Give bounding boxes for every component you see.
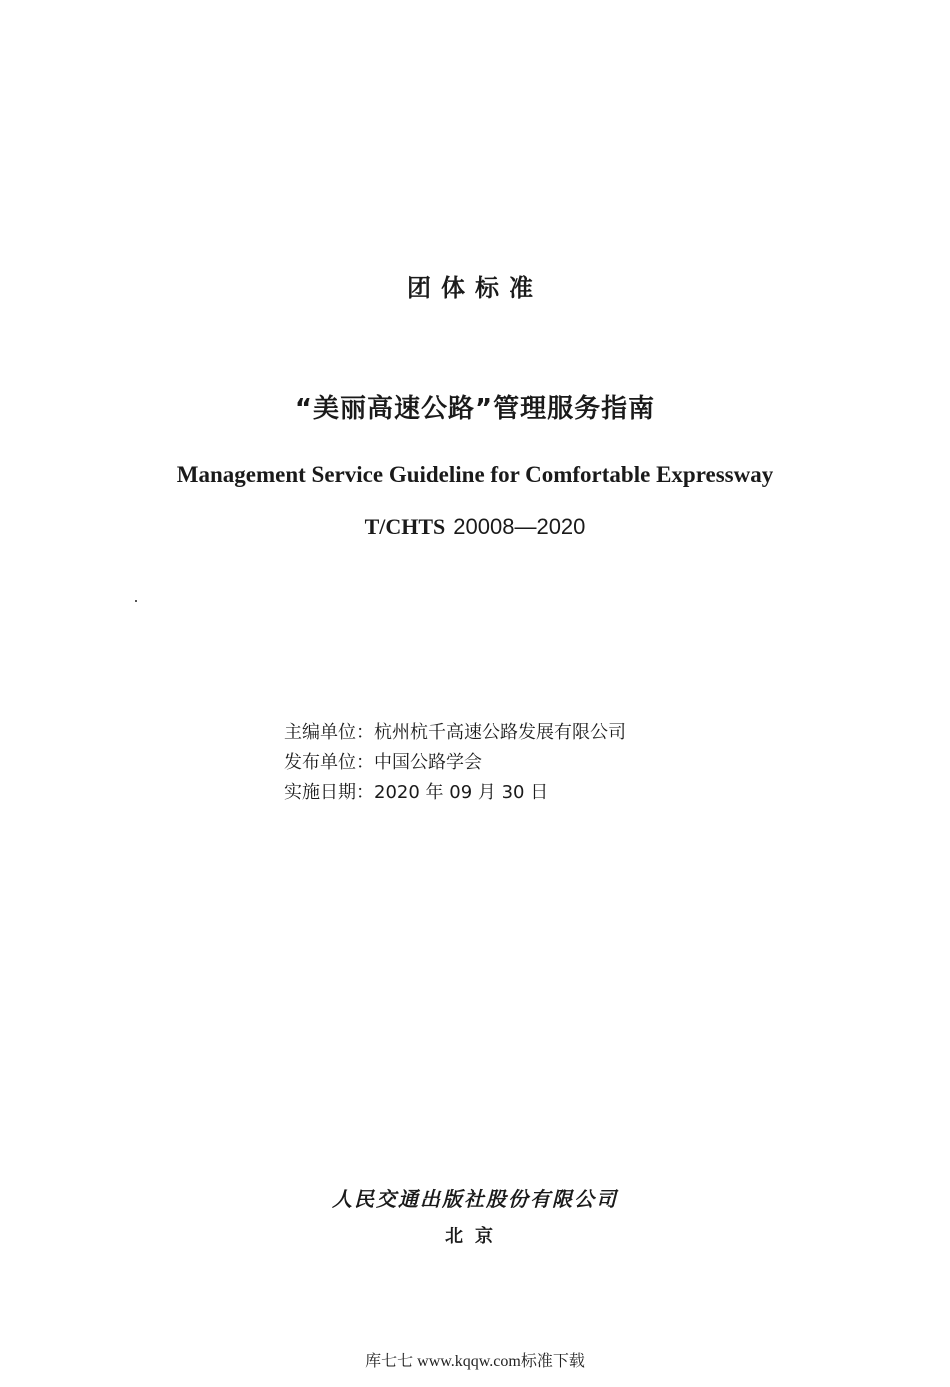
standard-type-heading: 团体标准 (407, 274, 543, 302)
issuer-unit-value: 中国公路学会 (374, 752, 482, 773)
standard-code (0, 514, 950, 540)
standard-code-prefix: T/CHTS (364, 514, 446, 539)
editor-unit-value: 杭州杭千高速公路发展有限公司 (374, 722, 626, 743)
publisher-city: 北京 (445, 1226, 505, 1247)
scan-speck (135, 600, 137, 602)
download-footer: 库七七 www.kqqw.com标准下载 (365, 1353, 585, 1370)
issuer-unit-line (284, 748, 482, 774)
standard-code-number: 20008—2020 (453, 514, 586, 539)
editor-unit-line (284, 718, 626, 744)
publisher-name: 人民交通出版社股份有限公司 (332, 1187, 618, 1211)
implementation-date-value: 2020 年 09 月 30 日 (374, 782, 549, 803)
issuer-unit-label: 发布单位： (284, 752, 374, 773)
implementation-date-line (284, 778, 548, 804)
document-title-english: Management Service Guideline for Comfortable Expressway (176, 462, 774, 487)
document-title-chinese: “美丽高速公路”管理服务指南 (294, 394, 656, 424)
editor-unit-label: 主编单位： (284, 722, 374, 743)
implementation-date-label: 实施日期： (284, 782, 374, 803)
